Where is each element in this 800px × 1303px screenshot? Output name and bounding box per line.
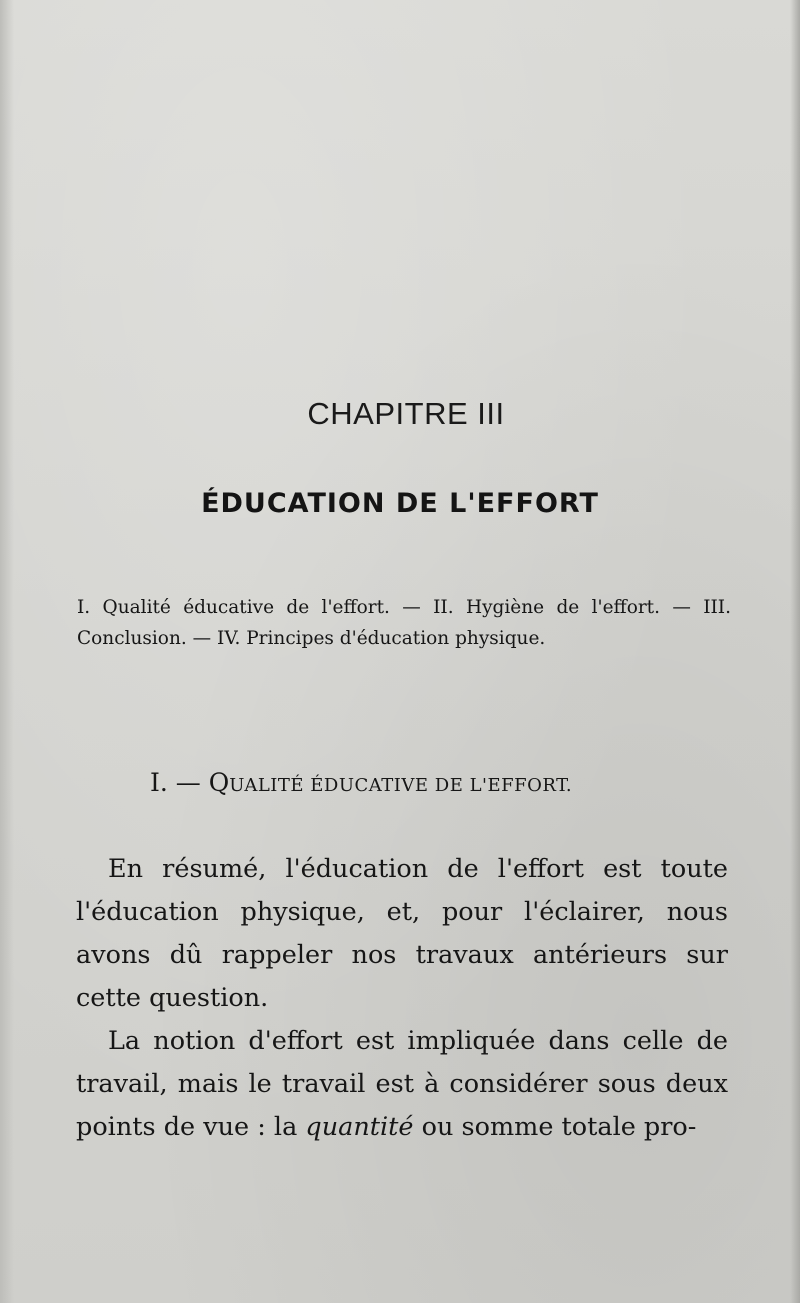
- paragraph: En résumé, l'éducation de l'effort est toute l'éducation physique, et, pour l'éclairer, nous avons dû rappeler nos travaux antérieurs sur cette question.: [76, 854, 728, 1013]
- emphasized-word: quantité: [305, 1112, 414, 1142]
- body-text: [76, 848, 728, 1149]
- chapter-number: CHAPITRE III: [307, 396, 505, 431]
- paragraph-text: La notion d'effort est impliquée dans celle de travail, mais le travail est à considérer sous deux points de vue : la: [76, 1026, 728, 1142]
- section-title-rest: UALITÉ ÉDUCATIVE DE L'EFFORT.: [229, 775, 573, 796]
- chapter-summary: I. Qualité éducative de l'effort. — II. Hygiène de l'effort. — III. Conclusion. — IV. Principes d'éducation physique.: [77, 597, 731, 649]
- section-numeral: I. —: [150, 768, 209, 797]
- chapter-title: ÉDUCATION DE L'EFFORT: [201, 488, 599, 519]
- paragraph-text: ou somme totale pro-: [413, 1112, 697, 1142]
- page-right-edge-shadow: [790, 0, 800, 1303]
- section-title-initial: Q: [208, 768, 230, 797]
- section-heading: [150, 768, 710, 797]
- page-left-edge-shadow: [0, 0, 14, 1303]
- paragraph: [76, 1020, 728, 1149]
